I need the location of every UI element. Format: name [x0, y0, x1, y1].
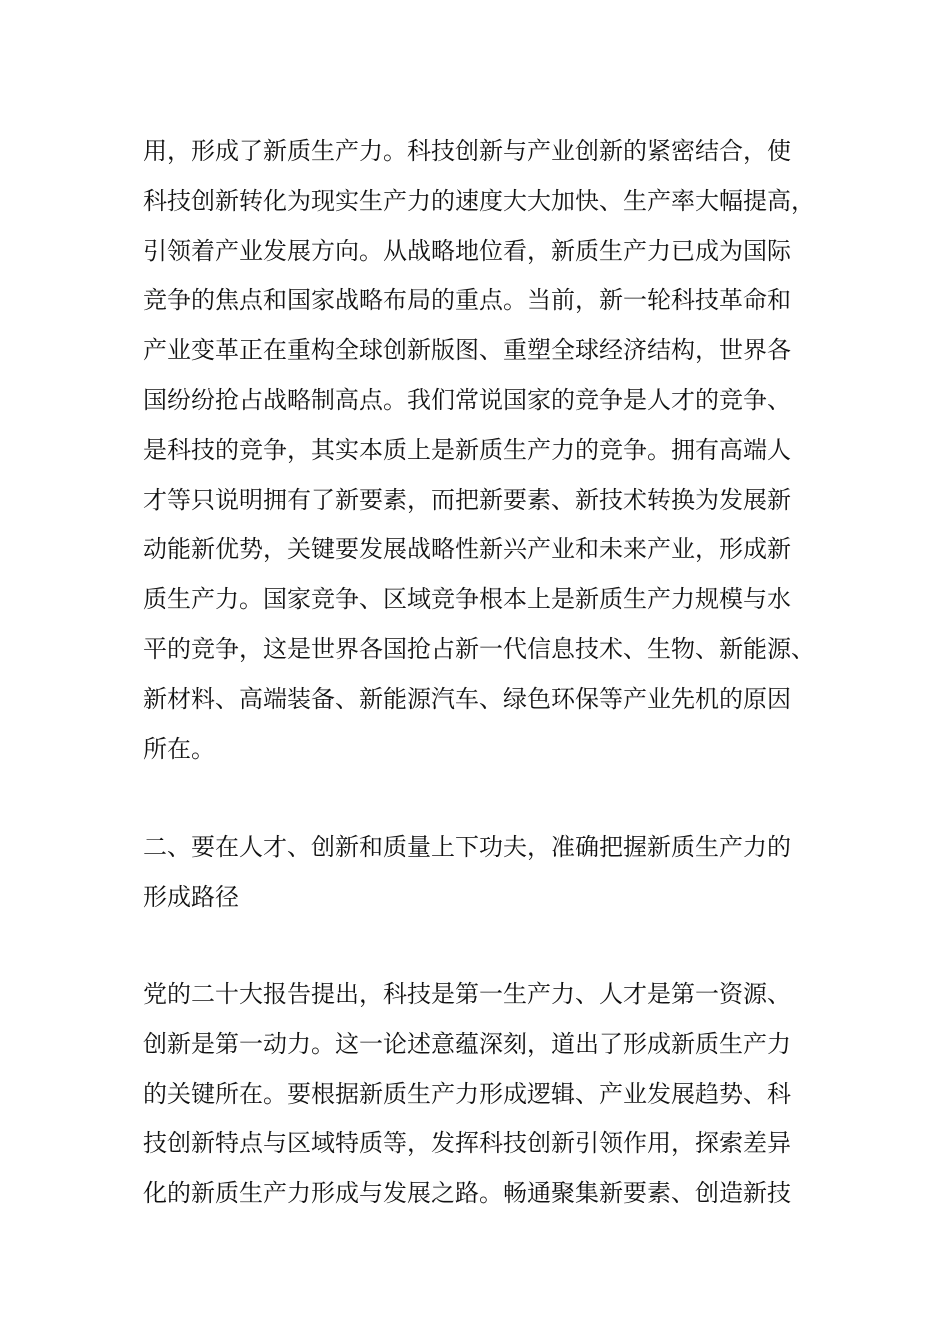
- paragraph-line: 竞争的焦点和国家战略布局的重点。当前，新一轮科技革命和: [143, 286, 791, 315]
- paragraph-line: 动能新优势，关键要发展战略性新兴产业和未来产业，形成新: [143, 535, 791, 564]
- paragraph-line: 技创新特点与区域特质等，发挥科技创新引领作用，探索差异: [143, 1129, 791, 1158]
- section-heading: [143, 823, 833, 923]
- paragraph-line: 才等只说明拥有了新要素，而把新要素、新技术转换为发展新: [143, 485, 791, 514]
- heading-line: 形成路径: [143, 882, 239, 911]
- paragraph-line: 所在。: [143, 734, 215, 763]
- body-paragraph: [143, 970, 833, 1219]
- paragraph-line: 的关键所在。要根据新质生产力形成逻辑、产业发展趋势、科: [143, 1079, 791, 1108]
- paragraph-line: 党的二十大报告提出，科技是第一生产力、人才是第一资源、: [143, 980, 791, 1008]
- paragraph-line: 化的新质生产力形成与发展之路。畅通聚集新要素、创造新技: [143, 1179, 791, 1208]
- paragraph-line: 创新是第一动力。这一论述意蕴深刻，道出了形成新质生产力: [143, 1029, 791, 1058]
- paragraph-line: 是科技的竞争，其实本质上是新质生产力的竞争。拥有高端人: [143, 435, 791, 464]
- body-paragraph: [143, 127, 833, 774]
- paragraph-line: 国纷纷抢占战略制高点。我们常说国家的竞争是人才的竞争、: [143, 385, 791, 414]
- paragraph-line: 产业变革正在重构全球创新版图、重塑全球经济结构，世界各: [143, 336, 791, 365]
- heading-line: 二、要在人才、创新和质量上下功夫，准确把握新质生产力的: [143, 833, 791, 861]
- paragraph-line: 科技创新转化为现实生产力的速度大大加快、生产率大幅提高，: [143, 186, 815, 215]
- paragraph-line: 用，形成了新质生产力。科技创新与产业创新的紧密结合，使: [143, 137, 791, 165]
- paragraph-line: 质生产力。国家竞争、区域竞争根本上是新质生产力规模与水: [143, 585, 791, 614]
- paragraph-line: 新材料、高端装备、新能源汽车、绿色环保等产业先机的原因: [143, 684, 791, 713]
- paragraph-line: 引领着产业发展方向。从战略地位看，新质生产力已成为国际: [143, 236, 791, 265]
- paragraph-line: 平的竞争，这是世界各国抢占新一代信息技术、生物、新能源、: [143, 634, 815, 663]
